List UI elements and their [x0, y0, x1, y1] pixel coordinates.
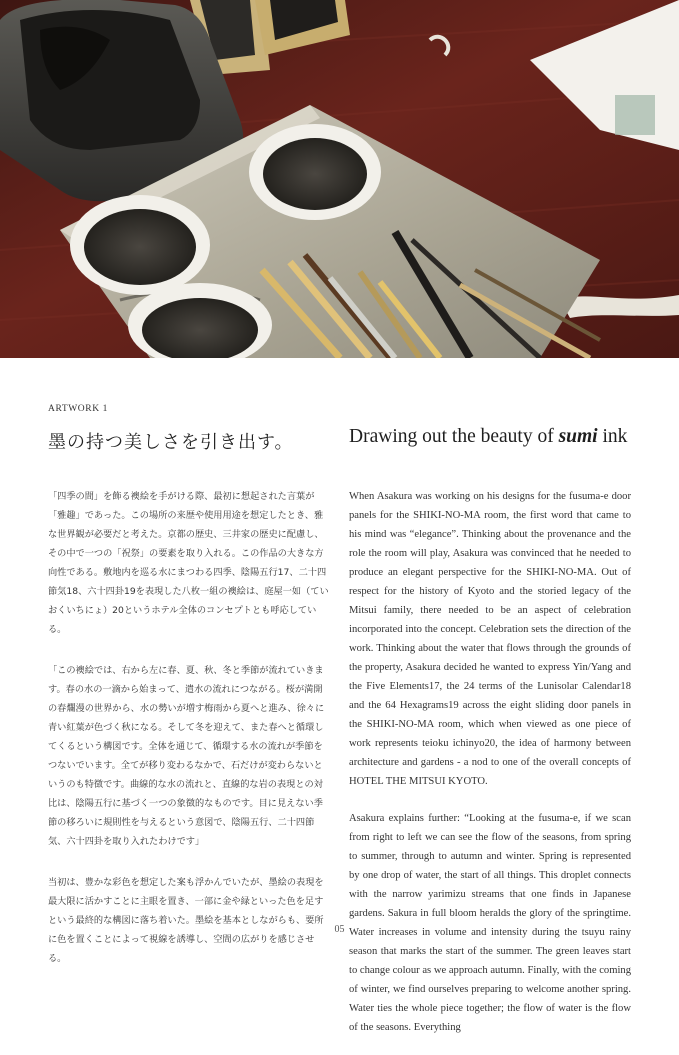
title-english-prefix: Drawing out the beauty of	[349, 426, 559, 447]
title-english-italic: sumi	[558, 426, 598, 447]
title-japanese: 墨の持つ美しさを引き出す。	[48, 432, 294, 453]
page-number: 05	[334, 924, 345, 935]
title-english-suffix: ink	[597, 426, 628, 447]
japanese-paragraph: 「この襖絵では、右から左に春、夏、秋、冬と季節が流れていきます。春の水の一滴から始まって、遣水の流れにつながる。桜が満開の春爛漫の世界から、水の勢いが増す梅雨から夏へと進み、徐々に青い紅葉が色づく秋になる。そして冬を迎えて、また春へと循環してくるという構図です。全体を通じて、循環する水の流れが季節をつないでいます。全てが移り変わるなかで、石だけが変わらないというのも特徴です。曲線的な水の流れと、直線的な岩の表現との対比は、陰陽五行に基づく一つの象徴的なものです。目に見えない季節の移ろいに規則性を与えるという意図で、陰陽五行、二十四節気、六十四卦を取り入れたわけです」	[48, 665, 325, 847]
ink-tray-photo	[0, 0, 679, 358]
japanese-paragraph: 「四季の間」を飾る襖絵を手がける際、最初に想起された言葉が「雅趣」であった。この場所の来歴や使用用途を想定したとき、雅な世界観が必要だと考えた。京都の歴史、三井家の歴史に配慮し、その中で一つの「祝祭」の要素を取り入れる。この作品の大きな方向性である。敷地内を巡る水にまつわる四季、陰陽五行17、二十四節気18、六十四卦19を表現した八枚一組の襖絵は、庭屋一如（ていおくいちにょ）20というホテル全体のコンセプトとも呼応している。	[48, 491, 329, 635]
english-paragraph: When Asakura was working on his designs for the fusuma-e door panels for the SHIKI-NO-MA room, the first word that came to his mind was “elegance”. Thinking about the provenance and the role the room will play, Asakura was convinced that he needed to produce an elegant perspective for the SHIKI-NO-MA. Out of respect for the history of Kyoto and the storied legacy of the Mitsui family, there needed to be an aspect of celebration incorporated into the concept. Celebration sets the direction of the work. Thinking about the water that flows through the grounds of the property, Asakura decided he wanted to express Yin/Yang and the Five Elements17, the 24 terms of the Lunisolar Calendar18 and the 64 Hexagrams19 across the eight sliding door panels in the SHIKI-NO-MA room, which when viewed as one piece of work represents teioku ichinyo20, the idea of harmony between architecture and gardens - a nod to one of the overall concepts of HOTEL THE MITSUI KYOTO.	[349, 491, 631, 787]
english-paragraph: Asakura explains further: “Looking at the fusuma-e, if we scan from right to left we can see the flow of the seasons, from spring to summer, through to autumn and winter. Spring is represented by one drop of water, the start of all things. This droplet connects with the narrow yarimizu streams that one finds in Japanese gardens. Sakura in full bloom heralds the glory of the springtime. Water increases in volume and intensity during the tsuyu rainy season that marks the start of the summer. The green leaves start to change colour as we approach autumn. Finally, with the coming of winter, we find ourselves preparing to welcome another spring. Water ties the whole piece together; the flow of water is the flow of the seasons. Everything	[349, 813, 631, 1033]
ink-splash	[560, 295, 679, 318]
ink-dish	[70, 195, 210, 295]
title-english	[349, 426, 627, 448]
japanese-column	[48, 487, 330, 990]
ink-dish	[249, 124, 381, 220]
english-column	[349, 487, 631, 1055]
section-label: ARTWORK 1	[48, 404, 108, 414]
header-photo	[0, 0, 679, 358]
japanese-paragraph: 当初は、豊かな彩色を想定した案も浮かんでいたが、墨絵の表現を最大限に活かすことに主眼を置き、一部に金や緑といった色を足すという最終的な構図に落ち着いた。墨絵を基本としながらも、要所に色を置くことによって視線を誘導し、空間の広がりを感じさせる。	[48, 877, 324, 964]
